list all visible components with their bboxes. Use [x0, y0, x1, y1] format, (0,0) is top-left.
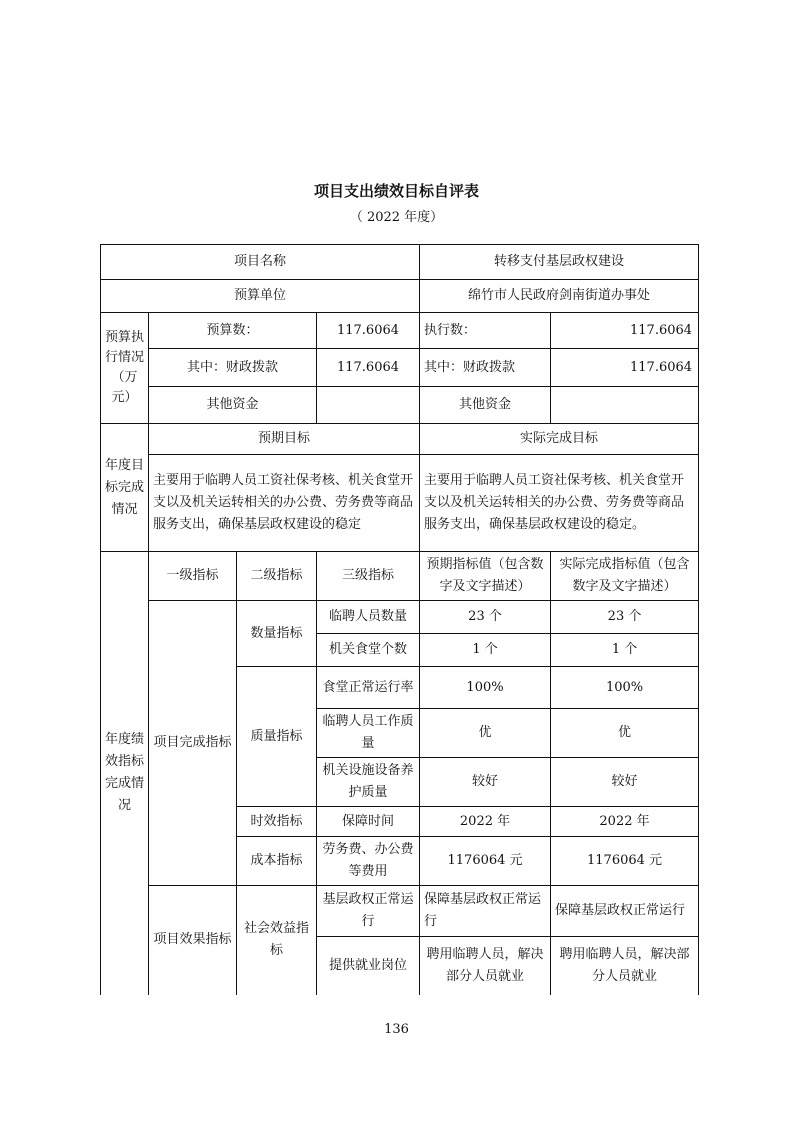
indicator-name: 基层政权正常运行 [317, 886, 420, 937]
indicator-name: 机关食堂个数 [317, 634, 420, 667]
indicator-actual: 1 个 [551, 634, 699, 667]
project-name-label: 项目名称 [101, 245, 420, 280]
header-expected: 预期指标值（包含数字及文字描述） [420, 552, 551, 601]
budget-amount-label: 预算数： [149, 313, 317, 349]
timeliness-indicator-label: 时效指标 [237, 807, 317, 837]
effect-indicator-label: 项目效果指标 [149, 886, 237, 995]
budget-amount-value: 117.6064 [317, 313, 420, 349]
indicator-name: 食堂正常运行率 [317, 667, 420, 709]
other-exec-label: 其他资金 [420, 387, 551, 424]
other-budget-value [317, 387, 420, 424]
indicator-actual: 100% [551, 667, 699, 709]
budget-unit-label: 预算单位 [101, 280, 420, 313]
quality-indicator-label: 质量指标 [237, 667, 317, 807]
indicator-name: 机关设施设备养护质量 [317, 758, 420, 807]
budget-section-label: 预算执行情况（万元） [101, 313, 149, 424]
budget-unit-value: 绵竹市人民政府剑南街道办事处 [420, 280, 699, 313]
other-funds-label: 其他资金 [149, 387, 317, 424]
fiscal-budget-label: 其中：财政拨款 [149, 349, 317, 387]
cost-indicator-label: 成本指标 [237, 837, 317, 886]
header-level3: 三级指标 [317, 552, 420, 601]
indicator-actual: 23 个 [551, 601, 699, 634]
indicator-name: 保障时间 [317, 807, 420, 837]
page-number: 136 [384, 1022, 409, 1037]
page-title: 项目支出绩效目标自评表 [313, 182, 479, 200]
exec-amount-value: 117.6064 [551, 313, 699, 349]
project-name-value: 转移支付基层政权建设 [420, 245, 699, 280]
expected-goal-text: 主要用于临聘人员工资社保考核、机关食堂开支以及机关运转相关的办公费、劳务费等商品服务支出，确保基层政权建设的稳定 [149, 455, 420, 552]
other-exec-value [551, 387, 699, 424]
expected-goal-label: 预期目标 [149, 424, 420, 455]
performance-table [100, 244, 699, 995]
indicator-actual: 保障基层政权正常运行 [551, 886, 699, 937]
header-level1: 一级指标 [149, 552, 237, 601]
social-indicator-label: 社会效益指标 [237, 886, 317, 995]
indicator-expected: 聘用临聘人员，解决部分人员就业 [420, 937, 551, 995]
indicator-expected: 1 个 [420, 634, 551, 667]
indicator-expected: 优 [420, 709, 551, 758]
indicator-name: 临聘人员工作质量 [317, 709, 420, 758]
indicator-name: 提供就业岗位 [317, 937, 420, 995]
indicator-expected: 23 个 [420, 601, 551, 634]
indicator-actual: 1176064 元 [551, 837, 699, 886]
indicator-name: 临聘人员数量 [317, 601, 420, 634]
exec-amount-label: 执行数： [420, 313, 551, 349]
indicator-expected: 100% [420, 667, 551, 709]
indicator-expected: 2022 年 [420, 807, 551, 837]
header-actual: 实际完成指标值（包含数字及文字描述） [551, 552, 699, 601]
indicator-expected: 较好 [420, 758, 551, 807]
header-level2: 二级指标 [237, 552, 317, 601]
fiscal-budget-value: 117.6064 [317, 349, 420, 387]
indicator-actual: 优 [551, 709, 699, 758]
fiscal-exec-value: 117.6064 [551, 349, 699, 387]
annual-goal-section-label: 年度目标完成情况 [101, 424, 149, 552]
indicator-name: 劳务费、办公费等费用 [317, 837, 420, 886]
completion-indicator-label: 项目完成指标 [149, 601, 237, 886]
actual-goal-text: 主要用于临聘人员工资社保考核、机关食堂开支以及机关运转相关的办公费、劳务费等商品服务支出，确保基层政权建设的稳定。 [420, 455, 699, 552]
actual-goal-label: 实际完成目标 [420, 424, 699, 455]
indicator-expected: 保障基层政权正常运行 [420, 886, 551, 937]
indicator-actual: 2022 年 [551, 807, 699, 837]
indicator-actual: 较好 [551, 758, 699, 807]
fiscal-exec-label: 其中：财政拨款 [420, 349, 551, 387]
indicator-section-label: 年度绩效指标完成情况 [101, 552, 149, 995]
quantity-indicator-label: 数量指标 [237, 601, 317, 667]
year-subtitle: （ 2022 年度） [349, 210, 444, 225]
indicator-actual: 聘用临聘人员，解决部分人员就业 [551, 937, 699, 995]
indicator-expected: 1176064 元 [420, 837, 551, 886]
